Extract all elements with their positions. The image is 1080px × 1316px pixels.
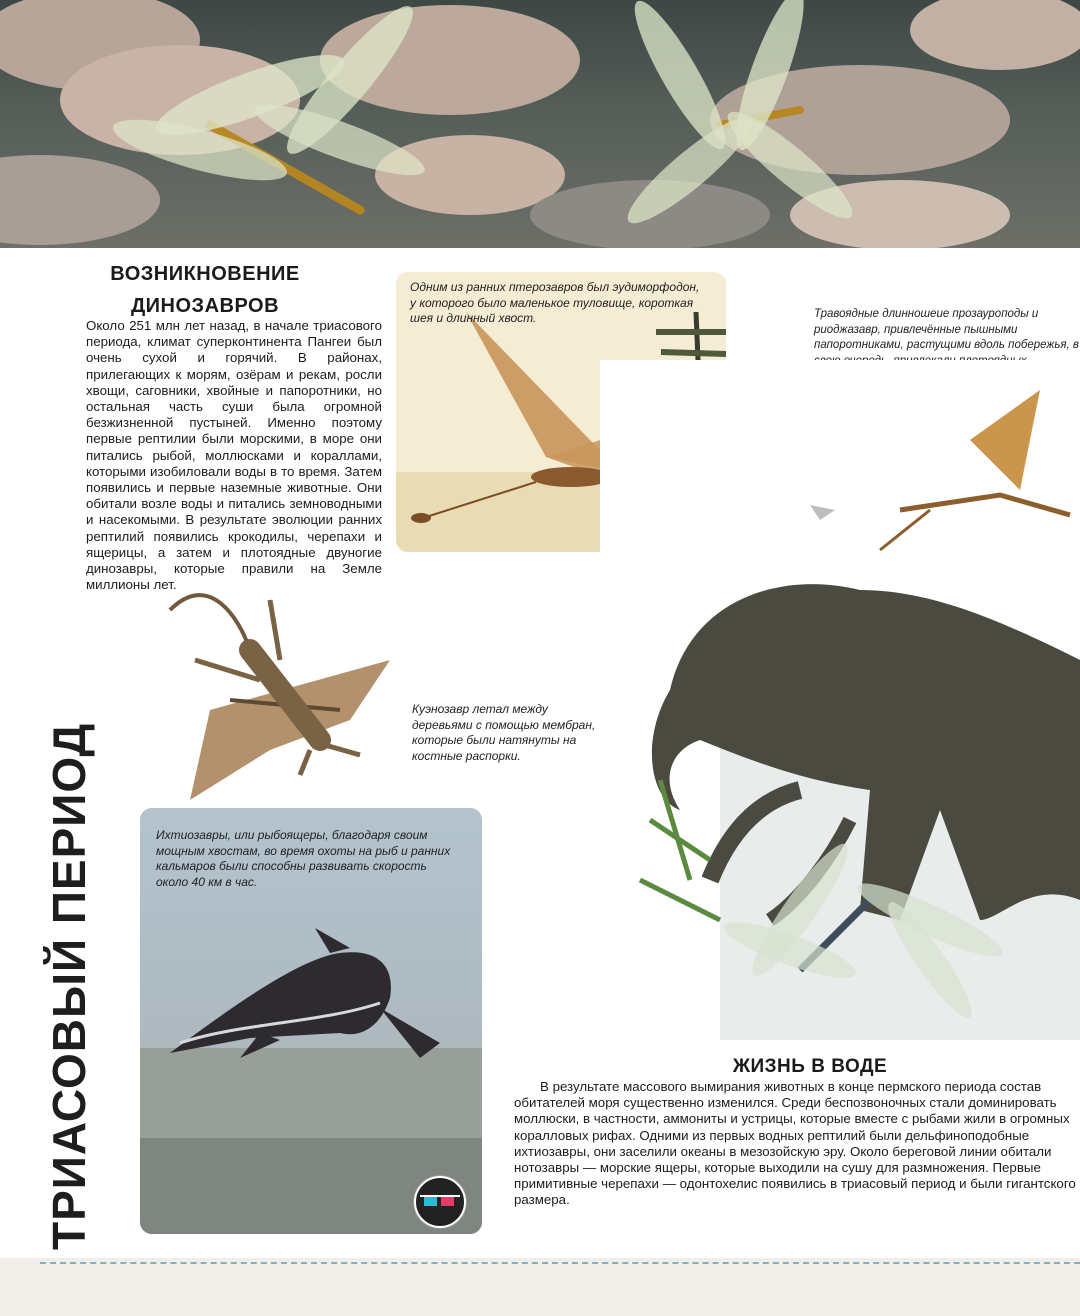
- caption-prosauropods: Травоядные длинношеие прозауроподы и риоджазавр, привлечённые пышными папоротниками, растущими вдоль побережья, в: [814, 308, 1079, 351]
- vertical-section-title: ТРИАСОВЫЙ ПЕРИОД: [43, 722, 95, 1250]
- caption-pterosaur: Одним из ранних птерозавров был эудиморфодон, у которого было маленькое туловище, короткая шея и длинный хвост.: [410, 280, 700, 325]
- dashed-divider: [40, 1262, 1080, 1264]
- caption-kuehneosaurus: Куэнозавр летал между деревьями с помощью мембран, которые были натянуты на костные распорки.: [412, 702, 596, 763]
- sauropod-scene-illustration: [600, 360, 1080, 1040]
- kuehneosaurus-illustration: [150, 560, 425, 805]
- caption-ichthyosaurs: Ихтиозавры, или рыбоящеры, благодаря своим мощным хвостам, во время охоты на рыб и ранних кальмаров были способны развивать скорость около 40 км в час.: [156, 828, 451, 889]
- 3d-glasses-icon: [414, 1176, 466, 1228]
- section-title-origin: ВОЗНИКНОВЕНИЕ ДИНОЗАВРОВ: [110, 263, 300, 317]
- section-body-water-life: В результате массового вымирания животных в конце пермского периода состав обитателей моря существенно изменился. Среди беспозвоночных стали доминировать моллюски, в частности, аммониты и устрицы, которые вместе с рыбами жили в огромных коралловых рифах. Одними из первых водных рептилий были дельфиноподобные ихтиозавры, они заселили океаны в мезозойскую эру. Около береговой линии обитали нотозавры — морские ящеры, которые выходили на сушу для размножения. Первые примитивные черепахи — одонтохелис появились в триасовый период и были гигантского размера.: [514, 1079, 1076, 1208]
- top-banner-image: [0, 0, 1080, 248]
- page-footer: [0, 1258, 1080, 1316]
- section-body-origin: Около 251 млн лет назад, в начале триасового периода, климат суперконтинента Пангеи был очень сухой и горячий. В районах, прилегающих к морям, озёрам и рекам, росли хвощи, саговники, хвойные и папоротники, но остальная часть суши была огромной безжизненной пустыней. Именно поэтому первые рептилии были морскими, в море они питались рыбой, моллюсками и кораллами, которыми изобиловали воды в то время. Затем появились и первые наземные животные. Они обитали возле воды и питались земноводными и насекомыми. В результате эволюции ранних рептилий появились крокодилы, черепахи и ящерицы, а затем и плотоядные двуногие динозавры, которые правили на Земле миллионы лет.: [86, 318, 382, 593]
- section-title-water-life: ЖИЗНЬ В ВОДЕ: [732, 1056, 888, 1077]
